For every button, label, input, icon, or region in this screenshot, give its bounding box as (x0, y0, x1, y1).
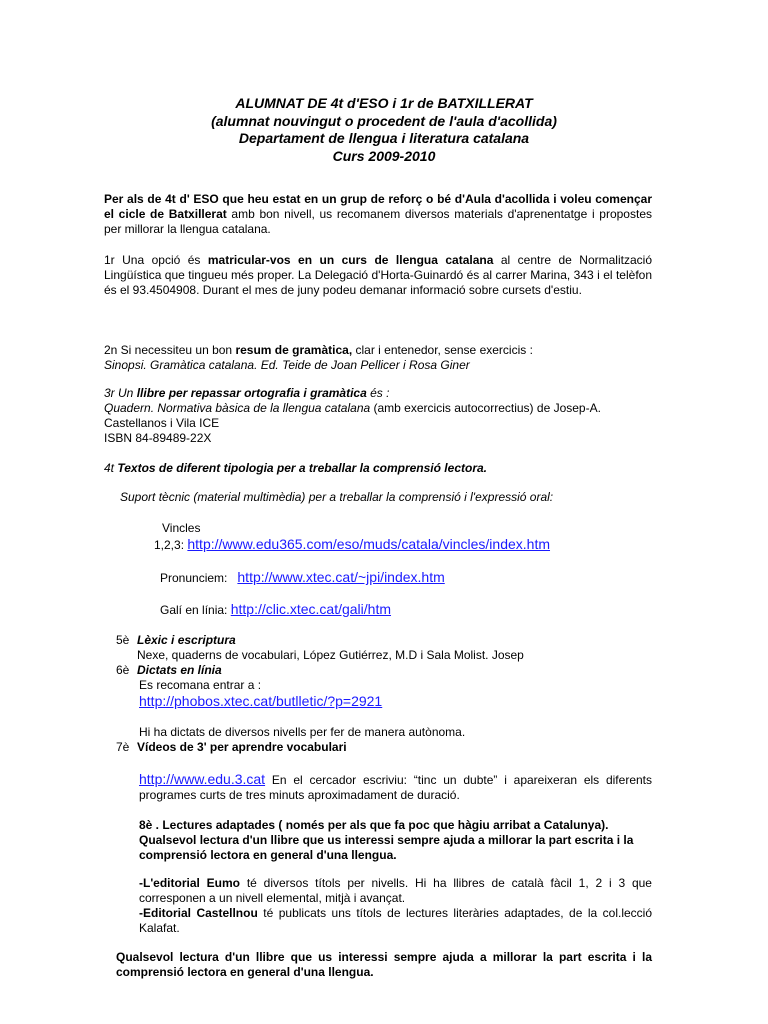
castellnou-text: té publicats uns títols de lectures literàries adaptades, de la col.lecció Kalafat. (139, 906, 652, 935)
item2-rest: clar i entenedor, sense exercicis : (352, 343, 533, 357)
item2-book: Sinopsi. Gramàtica catalana. Ed. Teide de Joan Pellicer i Rosa Giner (104, 358, 470, 372)
item7-num: 7è (116, 740, 130, 754)
gali-link[interactable]: http://clic.xtec.cat/gali/htm (230, 601, 392, 617)
intro-bold: Per als de 4t d' ESO que heu estat en un grup de reforç o bé d'Aula d'acollida i voleu començar el cicle de Batxillerat (104, 192, 652, 221)
item6-link[interactable]: http://phobos.xtec.cat/butlletic/?p=2921 (139, 693, 383, 709)
item8-heading: 8è . Lectures adaptades ( només per als que fa poc que hàgiu arribat a Catalunya). (139, 818, 609, 832)
vincles-link[interactable]: http://www.edu365.com/eso/muds/catala/vincles/index.htm (187, 536, 551, 552)
item4-bold: Textos de diferent tipologia per a treballar la comprensió lectora. (117, 461, 487, 475)
vincles-num: 1,2,3: (154, 538, 185, 552)
intro-paragraph (104, 192, 652, 237)
item8-eumo (139, 876, 652, 906)
item6-title: Dictats en línia (137, 663, 222, 677)
eumo-bold: -L'editorial Eumo (139, 876, 241, 890)
item8-castellnou (139, 906, 652, 936)
item6-link-row (139, 694, 382, 710)
item2-prefix: 2n Si necessiteu un bon (104, 343, 236, 357)
item5-text: Nexe, quaderns de vocabulari, López Gutiérrez, M.D i Sala Molist. Josep (137, 648, 524, 662)
item6-num: 6è (116, 663, 130, 677)
title-line-4: Curs 2009-2010 (332, 148, 436, 164)
item3-book-title: Quadern. Normativa bàsica de la llengua catalana (104, 401, 371, 415)
item5-title: Lèxic i escriptura (137, 633, 236, 647)
item5-heading (116, 633, 236, 648)
item1-paragraph (104, 253, 652, 298)
item6-text: Es recomana entrar a : (139, 678, 262, 692)
item7-text: En el cercador escriviu: “tinc un dubte” i apareixeran els diferents programes curts de tres minuts aproximadament de duració. (139, 773, 652, 802)
intro-rest: amb bon nivell, us recomanem diversos materials d'aprenentatge i propostes per millorar la llengua catalana. (104, 207, 652, 236)
title-line-1: ALUMNAT DE 4t d'ESO i 1r de BATXILLERAT (235, 95, 533, 111)
title-line-2: (alumnat nouvingut o procedent de l'aula d'acollida) (211, 113, 557, 129)
item6-note: Hi ha dictats de diversos nivells per fer de manera autònoma. (139, 725, 466, 739)
item3-prefix: 3r Un (104, 386, 137, 400)
gali-label: Galí en línia: (160, 603, 228, 617)
eumo-text: té diversos títols per nivells. Hi ha llibres de català fàcil 1, 2 i 3 que corresponen a un nivell elemental, mitjà i avançat. (139, 876, 652, 905)
closing-paragraph: Qualsevol lectura d'un llibre que us interessi sempre ajuda a millorar la part escrita i la comprensió lectora en general d'una llengua. (116, 950, 652, 979)
gali-row (160, 602, 391, 618)
pronunciem-link[interactable]: http://www.xtec.cat/~jpi/index.htm (237, 569, 445, 585)
item3-suffix: és : (366, 386, 390, 400)
item1-prefix: 1r Una opció és (104, 253, 208, 267)
item7-paragraph (139, 772, 652, 803)
item1-rest: al centre de Normalització Lingüística que tingueu més proper. La Delegació d'Horta-Guinardó és al carrer Marina, 343 i el telèfon és el 93.4504908. Durant el mes de juny podeu demanar informació sobre cursets d'estiu. (104, 253, 652, 297)
item4-prefix: 4t (104, 461, 118, 475)
item8-body: Qualsevol lectura d'un llibre que us interessi sempre ajuda a millorar la part escrita i la comprensió lectora en general d'una llengua. (139, 833, 634, 862)
item7-title: Vídeos de 3' per aprendre vocabulari (137, 740, 347, 754)
vincles-label: Vincles (162, 521, 201, 535)
pronunciem-row (160, 570, 445, 586)
item7-link[interactable]: http://www.edu.3.cat (139, 771, 266, 787)
item3-heading (104, 386, 652, 401)
castellnou-bold: -Editorial Castellnou (139, 906, 258, 920)
item3-book-rest: (amb exercicis autocorrectius) de Josep-A. Castellanos i Vila ICE (104, 401, 601, 430)
item3-isbn: ISBN 84-89489-22X (104, 431, 212, 445)
item3-bold: llibre per repassar ortografia i gramàtica (136, 386, 367, 400)
vincles-row (154, 537, 550, 553)
item4-support: Suport tècnic (material multimèdia) per a treballar la comprensió i l'expressió oral: (120, 490, 554, 504)
item2-bold: resum de gramàtica, (235, 343, 353, 357)
title-line-3: Departament de llengua i literatura catalana (238, 130, 530, 146)
item2-paragraph (104, 343, 652, 358)
item4-heading (104, 461, 652, 476)
item6-heading (116, 663, 222, 678)
item1-bold: matricular-vos en un curs de llengua catalana (207, 253, 494, 267)
pronunciem-label: Pronunciem: (160, 571, 228, 585)
item7-heading (116, 740, 347, 755)
item5-num: 5è (116, 633, 130, 647)
item3-book (104, 401, 652, 431)
